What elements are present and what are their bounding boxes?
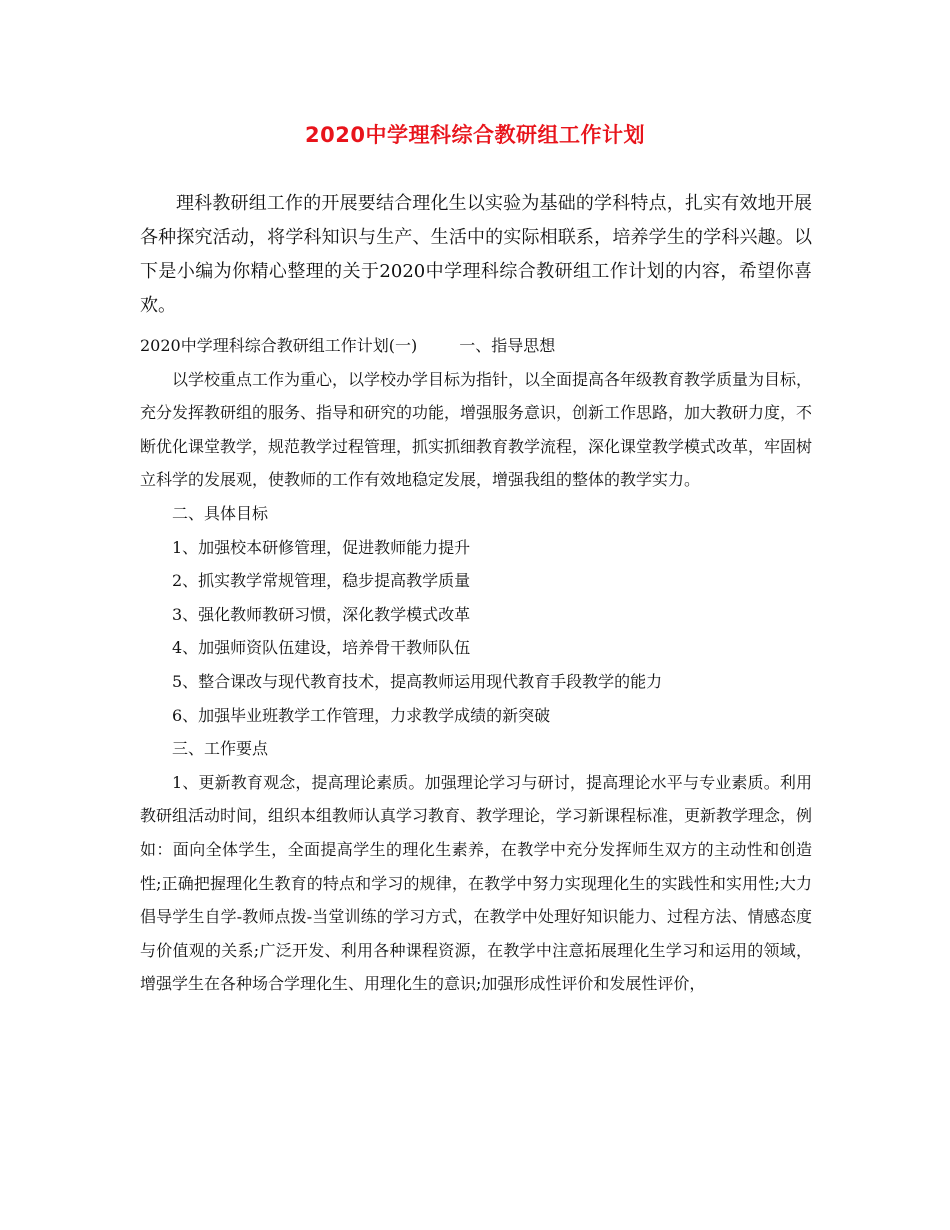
section3-paragraph: 1、更新教育观念，提高理论素质。加强理论学习与研讨，提高理论水平与专业素质。利用教研组活动时间，组织本组教师认真学习教育、教学理论，学习新课程标准，更新教学理念，例如：面向全体学生，全面提高学生的理化生素养，在教学中充分发挥师生双方的主动性和创造性;正确把握理化生教育的特点和学习的规律，在教学中努力实现理化生的实践性和实用性;大力倡导学生自学-教师点拨-当堂训练的学习方式，在教学中处理好知识能力、过程方法、情感态度与价值观的关系;广泛开发、利用各种课程资源，在教学中注意拓展理化生学习和运用的领域，增强学生在各种场合学理化生、用理化生的意识;加强形成性评价和发展性评价，: [140, 772, 813, 994]
goal-item: 1、加强校本研修管理，促进教师能力提升: [172, 537, 471, 557]
goal-item: 2、抓实教学常规管理，稳步提高教学质量: [172, 571, 471, 591]
goal-item: 6、加强毕业班教学工作管理，力求教学成绩的新突破: [172, 705, 551, 725]
section3-heading: 三、工作要点: [172, 739, 269, 759]
document-body: [140, 187, 812, 1001]
document-title: 2020中学理科综合教研组工作计划: [305, 123, 645, 147]
section1-paragraph: 以学校重点工作为重心，以学校办学目标为指针，以全面提高各年级教育教学质量为目标，充分发挥教研组的服务、指导和研究的功能，增强服务意识，创新工作思路，加大教研力度，不断优化课堂教学，规范教学过程管理，抓实抓细教育教学流程，深化课堂教学模式改革，牢固树立科学的发展观，使教师的工作有效地稳定发展，增强我组的整体的教学实力。: [140, 369, 813, 490]
plan-heading: 2020中学理科综合教研组工作计划(一): [140, 336, 418, 355]
section2-heading: 二、具体目标: [172, 503, 269, 523]
goal-item: 4、加强师资队伍建设，培养骨干教师队伍: [172, 638, 471, 658]
section1-heading: 一、指导思想: [459, 336, 556, 355]
goal-item: 3、强化教师教研习惯，深化教学模式改革: [172, 604, 471, 624]
plan-heading-line: [140, 329, 812, 363]
intro-paragraph: 理科教研组工作的开展要结合理化生以实验为基础的学科特点，扎实有效地开展各种探究活动，将学科知识与生产、生活中的实际相联系，培养学生的学科兴趣。以下是小编为你精心整理的关于2020中学理科综合教研组工作计划的内容，希望你喜欢。: [140, 193, 812, 316]
goals-list: [140, 531, 812, 733]
goal-item: 5、整合课改与现代教育技术，提高教师运用现代教育手段教学的能力: [172, 671, 663, 691]
